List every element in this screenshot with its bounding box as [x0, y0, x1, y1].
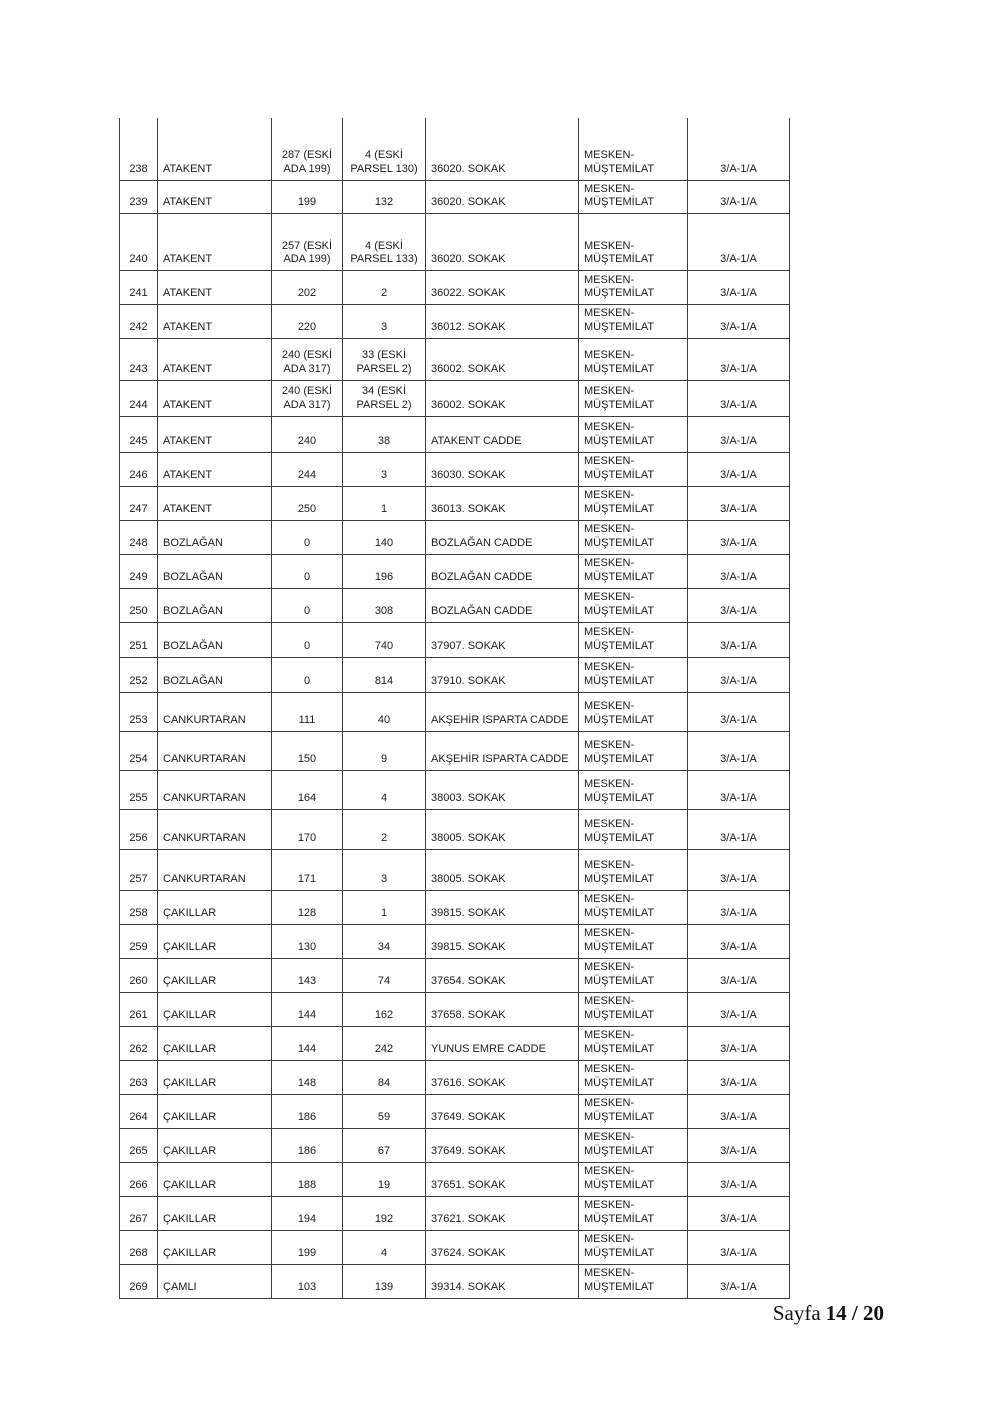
tariff-group-cell: 3/A-1/A	[688, 1163, 790, 1197]
neighborhood-cell: ATAKENT	[158, 180, 272, 214]
ada-number-cell: 144	[272, 1027, 343, 1061]
row-number-cell: 260	[120, 959, 158, 993]
tariff-group-cell: 3/A-1/A	[688, 993, 790, 1027]
table-row	[120, 959, 790, 993]
ada-number-cell: 244	[272, 453, 343, 487]
parcel-table-body	[120, 118, 790, 1298]
usage-type-cell: MESKEN-MÜŞTEMİLAT	[579, 453, 688, 487]
parcel-number-cell: 3	[343, 305, 426, 339]
table-row	[120, 1027, 790, 1061]
neighborhood-cell: ÇAKILLAR	[158, 891, 272, 925]
street-cell: BOZLAĞAN CADDE	[426, 589, 579, 623]
table-row	[120, 487, 790, 521]
row-number-cell: 256	[120, 810, 158, 850]
street-cell: 36002. SOKAK	[426, 339, 579, 381]
tariff-group-cell: 3/A-1/A	[688, 453, 790, 487]
street-cell: 36030. SOKAK	[426, 453, 579, 487]
usage-type-cell: MESKEN-MÜŞTEMİLAT	[579, 1095, 688, 1129]
row-number-cell: 259	[120, 925, 158, 959]
usage-type-cell: MESKEN-MÜŞTEMİLAT	[579, 1129, 688, 1163]
row-number-cell: 238	[120, 118, 158, 180]
parcel-number-cell: 9	[343, 732, 426, 771]
table-row	[120, 1163, 790, 1197]
table-row	[120, 417, 790, 453]
usage-type-cell: MESKEN-MÜŞTEMİLAT	[579, 1163, 688, 1197]
footer-page-word: Sayfa	[772, 1301, 821, 1325]
tariff-group-cell: 3/A-1/A	[688, 521, 790, 555]
page-footer	[773, 1301, 884, 1326]
parcel-number-cell: 140	[343, 521, 426, 555]
neighborhood-cell: ÇAKILLAR	[158, 1061, 272, 1095]
row-number-cell: 268	[120, 1230, 158, 1264]
usage-type-cell: MESKEN-MÜŞTEMİLAT	[579, 850, 688, 891]
footer-page-number: 14 / 20	[825, 1301, 884, 1325]
table-row	[120, 1129, 790, 1163]
parcel-number-cell: 59	[343, 1095, 426, 1129]
row-number-cell: 242	[120, 305, 158, 339]
usage-type-cell: MESKEN-MÜŞTEMİLAT	[579, 555, 688, 589]
ada-number-cell: 220	[272, 305, 343, 339]
parcel-number-cell: 4	[343, 771, 426, 810]
tariff-group-cell: 3/A-1/A	[688, 1230, 790, 1264]
tariff-group-cell: 3/A-1/A	[688, 214, 790, 271]
parcel-number-cell: 67	[343, 1129, 426, 1163]
neighborhood-cell: ÇAKILLAR	[158, 1196, 272, 1230]
table-row	[120, 339, 790, 381]
neighborhood-cell: CANKURTARAN	[158, 732, 272, 771]
usage-type-cell: MESKEN-MÜŞTEMİLAT	[579, 180, 688, 214]
tariff-group-cell: 3/A-1/A	[688, 810, 790, 850]
ada-number-cell: 240 (ESKİ ADA 317)	[272, 339, 343, 381]
parcel-number-cell: 162	[343, 993, 426, 1027]
ada-number-cell: 143	[272, 959, 343, 993]
street-cell: 37910. SOKAK	[426, 658, 579, 693]
tariff-group-cell: 3/A-1/A	[688, 891, 790, 925]
parcel-number-cell: 33 (ESKİ PARSEL 2)	[343, 339, 426, 381]
usage-type-cell: MESKEN-MÜŞTEMİLAT	[579, 1264, 688, 1298]
street-cell: 38003. SOKAK	[426, 771, 579, 810]
neighborhood-cell: BOZLAĞAN	[158, 589, 272, 623]
ada-number-cell: 103	[272, 1264, 343, 1298]
street-cell: 38005. SOKAK	[426, 850, 579, 891]
street-cell: 36020. SOKAK	[426, 214, 579, 271]
neighborhood-cell: ATAKENT	[158, 487, 272, 521]
neighborhood-cell: ÇAKILLAR	[158, 1129, 272, 1163]
tariff-group-cell: 3/A-1/A	[688, 339, 790, 381]
row-number-cell: 247	[120, 487, 158, 521]
tariff-group-cell: 3/A-1/A	[688, 1196, 790, 1230]
street-cell: 36013. SOKAK	[426, 487, 579, 521]
table-row	[120, 1230, 790, 1264]
usage-type-cell: MESKEN-MÜŞTEMİLAT	[579, 925, 688, 959]
street-cell: 36012. SOKAK	[426, 305, 579, 339]
tariff-group-cell: 3/A-1/A	[688, 732, 790, 771]
row-number-cell: 246	[120, 453, 158, 487]
row-number-cell: 252	[120, 658, 158, 693]
parcel-number-cell: 192	[343, 1196, 426, 1230]
tariff-group-cell: 3/A-1/A	[688, 180, 790, 214]
street-cell: 37649. SOKAK	[426, 1095, 579, 1129]
neighborhood-cell: ÇAMLI	[158, 1264, 272, 1298]
street-cell: 39815. SOKAK	[426, 891, 579, 925]
usage-type-cell: MESKEN-MÜŞTEMİLAT	[579, 417, 688, 453]
parcel-number-cell: 4	[343, 1230, 426, 1264]
ada-number-cell: 202	[272, 271, 343, 305]
table-row	[120, 891, 790, 925]
table-row	[120, 1196, 790, 1230]
neighborhood-cell: ATAKENT	[158, 305, 272, 339]
tariff-group-cell: 3/A-1/A	[688, 1027, 790, 1061]
ada-number-cell: 287 (ESKİ ADA 199)	[272, 118, 343, 180]
street-cell: 37907. SOKAK	[426, 623, 579, 658]
neighborhood-cell: BOZLAĞAN	[158, 623, 272, 658]
street-cell: 36020. SOKAK	[426, 118, 579, 180]
usage-type-cell: MESKEN-MÜŞTEMİLAT	[579, 381, 688, 417]
tariff-group-cell: 3/A-1/A	[688, 1061, 790, 1095]
neighborhood-cell: BOZLAĞAN	[158, 555, 272, 589]
table-row	[120, 693, 790, 732]
parcel-number-cell: 84	[343, 1061, 426, 1095]
tariff-group-cell: 3/A-1/A	[688, 589, 790, 623]
table-row	[120, 180, 790, 214]
street-cell: 37649. SOKAK	[426, 1129, 579, 1163]
row-number-cell: 249	[120, 555, 158, 589]
usage-type-cell: MESKEN-MÜŞTEMİLAT	[579, 732, 688, 771]
table-row	[120, 214, 790, 271]
table-row	[120, 118, 790, 180]
usage-type-cell: MESKEN-MÜŞTEMİLAT	[579, 1061, 688, 1095]
table-row	[120, 555, 790, 589]
table-row	[120, 771, 790, 810]
street-cell: 37616. SOKAK	[426, 1061, 579, 1095]
parcel-number-cell: 34	[343, 925, 426, 959]
neighborhood-cell: CANKURTARAN	[158, 693, 272, 732]
street-cell: 37624. SOKAK	[426, 1230, 579, 1264]
neighborhood-cell: ATAKENT	[158, 417, 272, 453]
tariff-group-cell: 3/A-1/A	[688, 959, 790, 993]
parcel-number-cell: 1	[343, 891, 426, 925]
row-number-cell: 244	[120, 381, 158, 417]
neighborhood-cell: CANKURTARAN	[158, 771, 272, 810]
ada-number-cell: 0	[272, 623, 343, 658]
usage-type-cell: MESKEN-MÜŞTEMİLAT	[579, 214, 688, 271]
table-row	[120, 993, 790, 1027]
neighborhood-cell: ATAKENT	[158, 214, 272, 271]
ada-number-cell: 144	[272, 993, 343, 1027]
parcel-number-cell: 2	[343, 271, 426, 305]
parcel-number-cell: 19	[343, 1163, 426, 1197]
tariff-group-cell: 3/A-1/A	[688, 850, 790, 891]
parcel-number-cell: 3	[343, 453, 426, 487]
table-row	[120, 521, 790, 555]
table-row	[120, 623, 790, 658]
table-row	[120, 589, 790, 623]
neighborhood-cell: ATAKENT	[158, 118, 272, 180]
street-cell: BOZLAĞAN CADDE	[426, 555, 579, 589]
tariff-group-cell: 3/A-1/A	[688, 693, 790, 732]
tariff-group-cell: 3/A-1/A	[688, 417, 790, 453]
row-number-cell: 265	[120, 1129, 158, 1163]
ada-number-cell: 148	[272, 1061, 343, 1095]
row-number-cell: 254	[120, 732, 158, 771]
neighborhood-cell: ATAKENT	[158, 271, 272, 305]
parcel-number-cell: 2	[343, 810, 426, 850]
table-row	[120, 732, 790, 771]
ada-number-cell: 199	[272, 1230, 343, 1264]
row-number-cell: 257	[120, 850, 158, 891]
street-cell: BOZLAĞAN CADDE	[426, 521, 579, 555]
parcel-number-cell: 40	[343, 693, 426, 732]
neighborhood-cell: ÇAKILLAR	[158, 925, 272, 959]
usage-type-cell: MESKEN-MÜŞTEMİLAT	[579, 771, 688, 810]
row-number-cell: 248	[120, 521, 158, 555]
ada-number-cell: 186	[272, 1095, 343, 1129]
ada-number-cell: 257 (ESKİ ADA 199)	[272, 214, 343, 271]
ada-number-cell: 186	[272, 1129, 343, 1163]
usage-type-cell: MESKEN-MÜŞTEMİLAT	[579, 487, 688, 521]
ada-number-cell: 0	[272, 589, 343, 623]
usage-type-cell: MESKEN-MÜŞTEMİLAT	[579, 810, 688, 850]
row-number-cell: 267	[120, 1196, 158, 1230]
street-cell: 36022. SOKAK	[426, 271, 579, 305]
parcel-number-cell: 3	[343, 850, 426, 891]
ada-number-cell: 0	[272, 521, 343, 555]
street-cell: 36002. SOKAK	[426, 381, 579, 417]
parcel-number-cell: 38	[343, 417, 426, 453]
usage-type-cell: MESKEN-MÜŞTEMİLAT	[579, 959, 688, 993]
table-row	[120, 453, 790, 487]
parcel-number-cell: 196	[343, 555, 426, 589]
row-number-cell: 263	[120, 1061, 158, 1095]
table-row	[120, 381, 790, 417]
tariff-group-cell: 3/A-1/A	[688, 555, 790, 589]
usage-type-cell: MESKEN-MÜŞTEMİLAT	[579, 891, 688, 925]
parcel-number-cell: 34 (ESKİ PARSEL 2)	[343, 381, 426, 417]
ada-number-cell: 0	[272, 555, 343, 589]
ada-number-cell: 0	[272, 658, 343, 693]
parcel-number-cell: 4 (ESKİ PARSEL 133)	[343, 214, 426, 271]
usage-type-cell: MESKEN-MÜŞTEMİLAT	[579, 623, 688, 658]
neighborhood-cell: ATAKENT	[158, 339, 272, 381]
tariff-group-cell: 3/A-1/A	[688, 305, 790, 339]
neighborhood-cell: ATAKENT	[158, 381, 272, 417]
ada-number-cell: 250	[272, 487, 343, 521]
parcel-number-cell: 4 (ESKİ PARSEL 130)	[343, 118, 426, 180]
street-cell: 37654. SOKAK	[426, 959, 579, 993]
street-cell: YUNUS EMRE CADDE	[426, 1027, 579, 1061]
table-row	[120, 850, 790, 891]
neighborhood-cell: ÇAKILLAR	[158, 1095, 272, 1129]
ada-number-cell: 240	[272, 417, 343, 453]
ada-number-cell: 130	[272, 925, 343, 959]
row-number-cell: 262	[120, 1027, 158, 1061]
row-number-cell: 241	[120, 271, 158, 305]
street-cell: 37658. SOKAK	[426, 993, 579, 1027]
parcel-table	[119, 118, 790, 1299]
row-number-cell: 261	[120, 993, 158, 1027]
ada-number-cell: 240 (ESKİ ADA 317)	[272, 381, 343, 417]
table-row	[120, 1095, 790, 1129]
table-row	[120, 810, 790, 850]
table-row	[120, 305, 790, 339]
usage-type-cell: MESKEN-MÜŞTEMİLAT	[579, 993, 688, 1027]
tariff-group-cell: 3/A-1/A	[688, 1095, 790, 1129]
neighborhood-cell: ÇAKILLAR	[158, 993, 272, 1027]
street-cell: AKŞEHİR ISPARTA CADDE	[426, 693, 579, 732]
neighborhood-cell: ÇAKILLAR	[158, 1027, 272, 1061]
row-number-cell: 264	[120, 1095, 158, 1129]
tariff-group-cell: 3/A-1/A	[688, 118, 790, 180]
usage-type-cell: MESKEN-MÜŞTEMİLAT	[579, 339, 688, 381]
neighborhood-cell: ATAKENT	[158, 453, 272, 487]
parcel-number-cell: 1	[343, 487, 426, 521]
usage-type-cell: MESKEN-MÜŞTEMİLAT	[579, 305, 688, 339]
street-cell: 37621. SOKAK	[426, 1196, 579, 1230]
street-cell: 39815. SOKAK	[426, 925, 579, 959]
tariff-group-cell: 3/A-1/A	[688, 1264, 790, 1298]
ada-number-cell: 111	[272, 693, 343, 732]
usage-type-cell: MESKEN-MÜŞTEMİLAT	[579, 658, 688, 693]
street-cell: 37651. SOKAK	[426, 1163, 579, 1197]
ada-number-cell: 170	[272, 810, 343, 850]
table-row	[120, 925, 790, 959]
parcel-number-cell: 139	[343, 1264, 426, 1298]
table-row	[120, 1264, 790, 1298]
row-number-cell: 239	[120, 180, 158, 214]
ada-number-cell: 199	[272, 180, 343, 214]
row-number-cell: 258	[120, 891, 158, 925]
row-number-cell: 250	[120, 589, 158, 623]
neighborhood-cell: BOZLAĞAN	[158, 521, 272, 555]
ada-number-cell: 188	[272, 1163, 343, 1197]
usage-type-cell: MESKEN-MÜŞTEMİLAT	[579, 271, 688, 305]
parcel-number-cell: 814	[343, 658, 426, 693]
table-row	[120, 271, 790, 305]
neighborhood-cell: ÇAKILLAR	[158, 1163, 272, 1197]
tariff-group-cell: 3/A-1/A	[688, 487, 790, 521]
parcel-number-cell: 242	[343, 1027, 426, 1061]
street-cell: 36020. SOKAK	[426, 180, 579, 214]
usage-type-cell: MESKEN-MÜŞTEMİLAT	[579, 1196, 688, 1230]
street-cell: AKŞEHİR ISPARTA CADDE	[426, 732, 579, 771]
row-number-cell: 255	[120, 771, 158, 810]
neighborhood-cell: ÇAKILLAR	[158, 1230, 272, 1264]
row-number-cell: 251	[120, 623, 158, 658]
row-number-cell: 243	[120, 339, 158, 381]
street-cell: 38005. SOKAK	[426, 810, 579, 850]
neighborhood-cell: ÇAKILLAR	[158, 959, 272, 993]
tariff-group-cell: 3/A-1/A	[688, 271, 790, 305]
row-number-cell: 253	[120, 693, 158, 732]
parcel-number-cell: 74	[343, 959, 426, 993]
usage-type-cell: MESKEN-MÜŞTEMİLAT	[579, 693, 688, 732]
tariff-group-cell: 3/A-1/A	[688, 925, 790, 959]
street-cell: ATAKENT CADDE	[426, 417, 579, 453]
usage-type-cell: MESKEN-MÜŞTEMİLAT	[579, 589, 688, 623]
usage-type-cell: MESKEN-MÜŞTEMİLAT	[579, 1230, 688, 1264]
usage-type-cell: MESKEN-MÜŞTEMİLAT	[579, 521, 688, 555]
usage-type-cell: MESKEN-MÜŞTEMİLAT	[579, 1027, 688, 1061]
neighborhood-cell: CANKURTARAN	[158, 850, 272, 891]
tariff-group-cell: 3/A-1/A	[688, 381, 790, 417]
street-cell: 39314. SOKAK	[426, 1264, 579, 1298]
ada-number-cell: 194	[272, 1196, 343, 1230]
row-number-cell: 266	[120, 1163, 158, 1197]
ada-number-cell: 150	[272, 732, 343, 771]
table-row	[120, 1061, 790, 1095]
ada-number-cell: 164	[272, 771, 343, 810]
neighborhood-cell: CANKURTARAN	[158, 810, 272, 850]
tariff-group-cell: 3/A-1/A	[688, 771, 790, 810]
parcel-number-cell: 740	[343, 623, 426, 658]
usage-type-cell: MESKEN-MÜŞTEMİLAT	[579, 118, 688, 180]
tariff-group-cell: 3/A-1/A	[688, 623, 790, 658]
ada-number-cell: 128	[272, 891, 343, 925]
ada-number-cell: 171	[272, 850, 343, 891]
row-number-cell: 240	[120, 214, 158, 271]
row-number-cell: 269	[120, 1264, 158, 1298]
parcel-number-cell: 308	[343, 589, 426, 623]
table-row	[120, 658, 790, 693]
parcel-number-cell: 132	[343, 180, 426, 214]
tariff-group-cell: 3/A-1/A	[688, 1129, 790, 1163]
row-number-cell: 245	[120, 417, 158, 453]
tariff-group-cell: 3/A-1/A	[688, 658, 790, 693]
neighborhood-cell: BOZLAĞAN	[158, 658, 272, 693]
